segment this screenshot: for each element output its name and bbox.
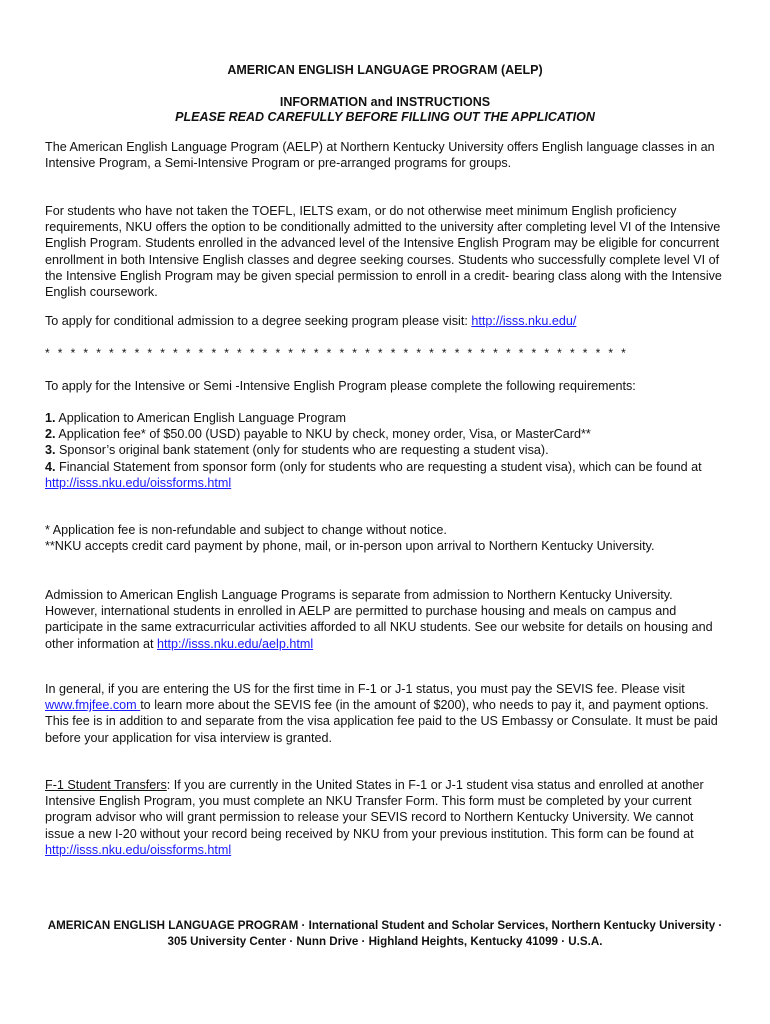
document-subtitle: INFORMATION and INSTRUCTIONS	[279, 95, 491, 109]
list-item-text: Application fee* of $50.00 (USD) payable to NKU by check, money order, Visa, or MasterCard**	[55, 427, 591, 442]
list-item-number: 3.	[45, 443, 56, 458]
list-item-text: Application to American English Language Program	[55, 411, 347, 425]
read-carefully-warning: PLEASE READ CAREFULLY BEFORE FILLING OUT THE APPLICATION	[175, 110, 595, 124]
list-item	[45, 410, 725, 426]
oissforms-link[interactable]: http://isss.nku.edu/oissforms.html	[45, 475, 232, 490]
transfer-form-link[interactable]: http://isss.nku.edu/oissforms.html	[45, 842, 232, 857]
apply-intensive-paragraph: To apply for the Intensive or Semi -Intensive English Program please complete the following requirements:	[45, 379, 636, 393]
transfers-heading: F-1 Student Transfers	[45, 778, 167, 792]
list-item	[45, 459, 725, 491]
document-footer: AMERICAN ENGLISH LANGUAGE PROGRAM · International Student and Scholar Services, Northern Kentucky University · 305 University Center · Nunn Drive · Highland Heights, Kentucky 41099 · U.S.A.	[47, 919, 723, 948]
list-item-number: 1.	[45, 411, 56, 425]
transfers-text: : If you are currently in the United States in F-1 or J-1 student visa status and enrolled at another Intensive English Program, you must complete an NKU Transfer Form. This form must be completed by your current program advisor who will grant permission to release your SEVIS record to Northern Kentucky University. We cannot issue a new I-20 without your record being received by NKU from your previous institution. This form can be found at	[45, 778, 704, 841]
apply-conditional-text: To apply for conditional admission to a degree seeking program please visit:	[45, 314, 472, 328]
fee-notes	[45, 522, 725, 554]
admission-paragraph	[45, 587, 725, 652]
fee-refund-note: * Application fee is non-refundable and subject to change without notice.	[45, 523, 447, 537]
isss-link[interactable]: http://isss.nku.edu/	[471, 314, 577, 328]
list-item	[45, 442, 725, 458]
list-item-text: Sponsor’s original bank statement (only for students who are requesting a student visa).	[55, 443, 549, 458]
aelp-link[interactable]: http://isss.nku.edu/aelp.html	[157, 636, 314, 651]
credit-card-note: **NKU accepts credit card payment by phone, mail, or in-person upon arrival to Northern Kentucky University.	[45, 539, 655, 554]
separator-stars: * * * * * * * * * * * * * * * * * * * * * * * * * * * * * * * * * * * * * * * * * * * * * *	[45, 346, 629, 360]
sevis-text-2: to learn more about the SEVIS fee (in the amount of $200), who needs to pay it, and payment options. This fee is in addition to and separate from the visa application fee paid to the US Embassy or Consulate. It must be paid before your application for visa interview is granted.	[45, 698, 718, 745]
intro-paragraph: The American English Language Program (AELP) at Northern Kentucky University offers English language classes in an Intensive Program, a Semi-Intensive Program or pre-arranged programs for groups.	[45, 140, 715, 171]
requirements-list	[45, 410, 725, 491]
transfers-paragraph	[45, 777, 725, 858]
document-title: AMERICAN ENGLISH LANGUAGE PROGRAM (AELP)	[227, 63, 543, 77]
list-item-number: 2.	[45, 427, 56, 442]
list-item	[45, 426, 725, 442]
list-item-text: Financial Statement from sponsor form (only for students who are requesting a student visa), which can be found at	[55, 459, 702, 474]
fmjfee-link[interactable]: www.fmjfee.com	[45, 698, 141, 713]
list-item-number: 4.	[45, 459, 56, 474]
sevis-paragraph	[45, 681, 725, 746]
conditional-admission-paragraph: For students who have not taken the TOEFL, IELTS exam, or do not otherwise meet minimum English proficiency requirements, NKU offers the option to be conditionally admitted to the university after completing level VI of the Intensive English Program. Students enrolled in the advanced level of the Intensive English Program may be eligible for concurrent enrollment in both Intensive English classes and degree seeking courses. Students who successfully complete level VI of the Intensive English Program may be given special permission to enroll in a credit- bearing class along with the Intensive English coursework.	[45, 204, 722, 300]
admission-text: Admission to American English Language Programs is separate from admission to Northern Kentucky University. However, international students in enrolled in AELP are permitted to purchase housing and meals on campus and participate in the same extracurricular activities afforded to all NKU students. See our website for details on housing and other information at	[45, 588, 713, 651]
sevis-text-1: In general, if you are entering the US for the first time in F-1 or J-1 status, you must pay the SEVIS fee. Please visit	[45, 682, 685, 696]
apply-conditional-paragraph	[45, 313, 725, 329]
